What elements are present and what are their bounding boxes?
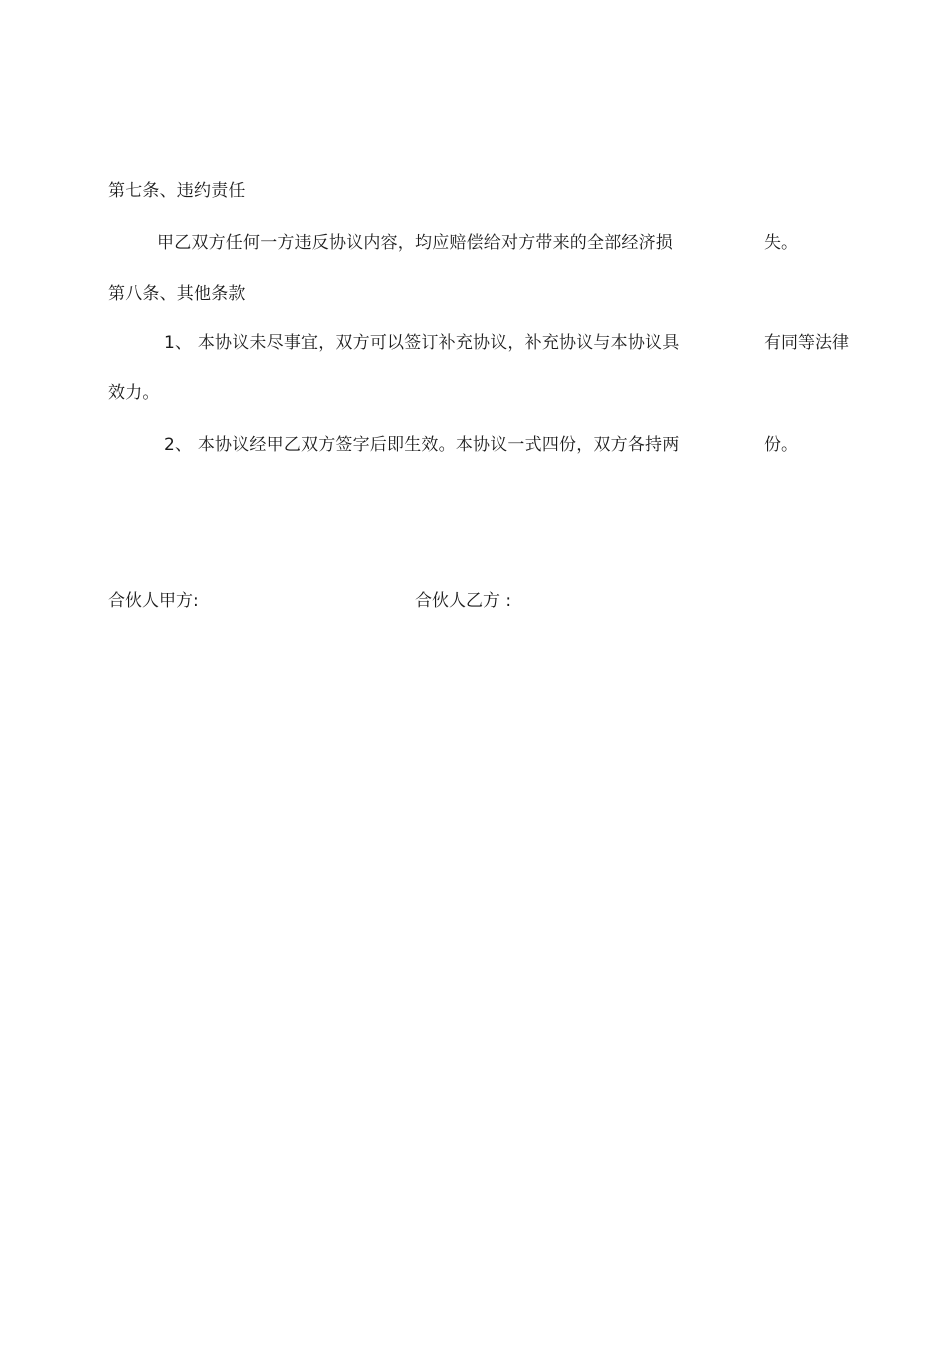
article-8-item-1-wrap: 效力。 (108, 383, 160, 403)
article-8-heading: 第八条、其他条款 (108, 284, 246, 304)
signature-party-b-label: 合伙人乙方 : (415, 591, 512, 611)
article-7-heading: 第七条、违约责任 (108, 181, 246, 201)
article-8-item-1: 1、 本协议未尽事宜，双方可以签订补充协议，补充协议与本协议具 (164, 333, 680, 353)
article-7-paragraph-tail: 失。 (764, 233, 798, 253)
article-8-item-2: 2、 本协议经甲乙双方签字后即生效。本协议一式四份，双方各持两 (164, 435, 680, 455)
article-7-paragraph: 甲乙双方任何一方违反协议内容，均应赔偿给对方带来的全部经济损 (157, 233, 673, 253)
article-8-item-1-tail: 有同等法律 (764, 333, 849, 353)
signature-party-a-label: 合伙人甲方: (108, 591, 199, 611)
article-8-item-2-tail: 份。 (764, 435, 798, 455)
